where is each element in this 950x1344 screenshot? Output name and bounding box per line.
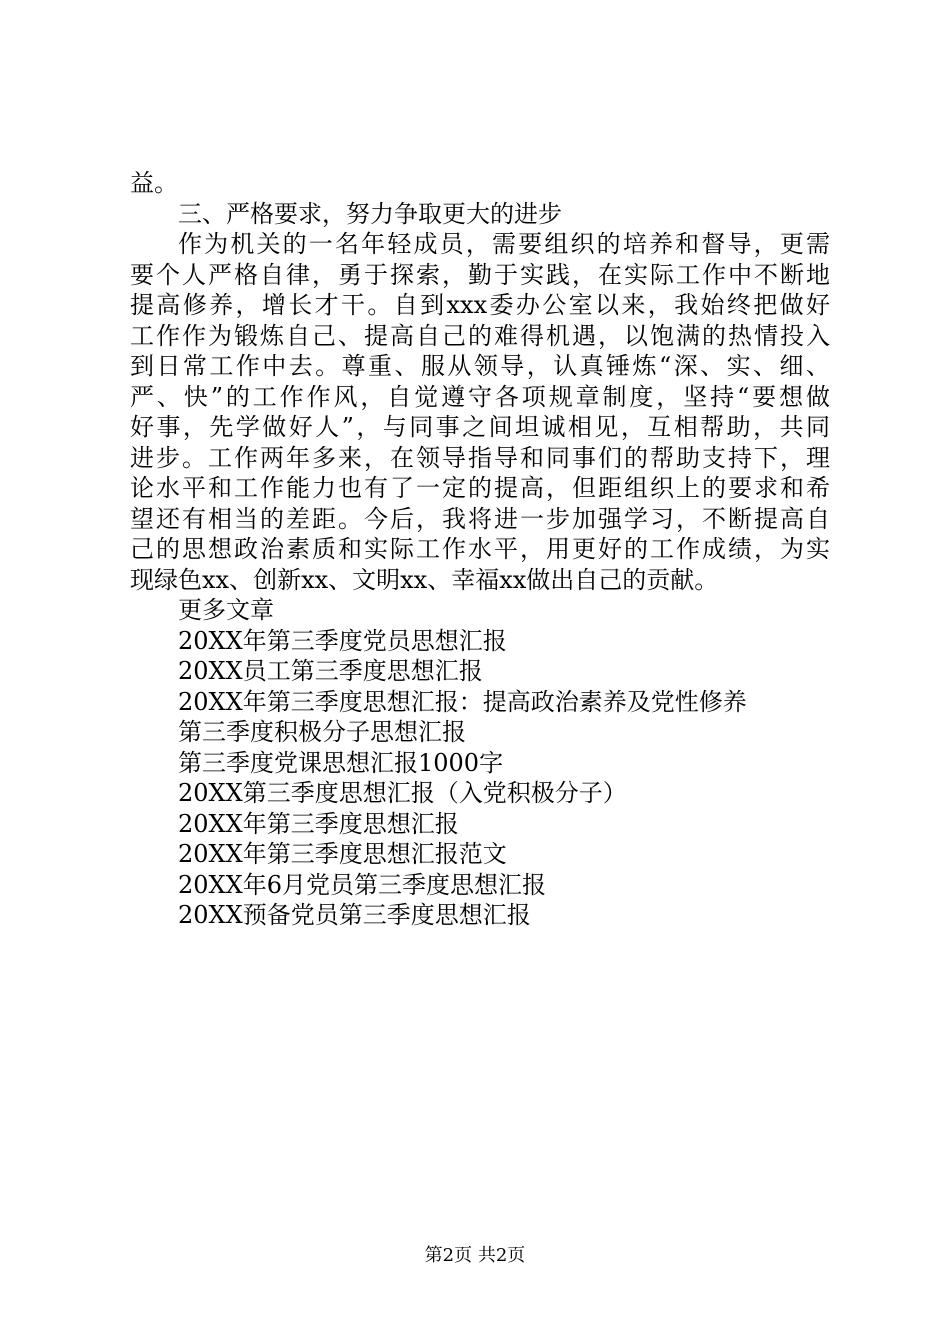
more-article-link[interactable]: 20XX年第三季度思想汇报 [178, 809, 459, 838]
paragraph-line: 三、严格要求，努力争取更大的进步 [178, 199, 562, 228]
paragraph-line: 己的思想政治素质和实际工作水平，用更好的工作成绩，为实 [130, 535, 830, 563]
paragraph-line: 望还有相当的差距。今后，我将进一步加强学习，不断提高自 [130, 504, 830, 533]
paragraph-line: 进步。工作两年多来，在领导指导和同事们的帮助支持下，理 [130, 443, 830, 472]
paragraph-line: 益。 [130, 169, 178, 197]
more-article-link[interactable]: 20XX预备党员第三季度思想汇报 [178, 901, 531, 929]
more-article-link[interactable]: 20XX年第三季度党员思想汇报 [178, 626, 507, 655]
more-article-link[interactable]: 20XX第三季度思想汇报（入党积极分子） [178, 779, 627, 807]
document-body [130, 168, 830, 931]
more-article-link[interactable]: 20XX年第三季度思想汇报：提高政治素养及党性修养 [178, 687, 747, 716]
paragraph-line: 提高修养，增长才干。自到xxx委办公室以来，我始终把做好 [130, 291, 830, 319]
more-articles-list [130, 626, 830, 931]
paragraph-line: 作为机关的一名年轻成员，需要组织的培养和督导，更需 [178, 230, 830, 258]
more-article-link[interactable]: 20XX年第三季度思想汇报范文 [178, 840, 507, 868]
more-article-link[interactable]: 20XX年6月党员第三季度思想汇报 [178, 870, 546, 899]
page-footer: 第2页 共2页 [424, 1245, 526, 1266]
paragraph-line: 论水平和工作能力也有了一定的提高，但距组织上的要求和希 [130, 474, 830, 502]
more-article-link[interactable]: 第三季度积极分子思想汇报 [178, 718, 466, 746]
paragraph-line: 要个人严格自律，勇于探索，勤于实践，在实际工作中不断地 [130, 260, 830, 289]
paragraph-line: 好事，先学做好人”，与同事之间坦诚相见，互相帮助，共同 [130, 413, 830, 441]
more-article-link[interactable]: 20XX员工第三季度思想汇报 [178, 657, 483, 685]
paragraph-line: 到日常工作中去。尊重、服从领导，认真锤炼“深、实、细、 [130, 352, 830, 380]
paragraph-line: 现绿色xx、创新xx、文明xx、幸福xx做出自己的贡献。 [130, 565, 719, 594]
more-article-link[interactable]: 第三季度党课思想汇报1000字 [178, 748, 504, 777]
paragraph-line: 严、快”的工作作风，自觉遵守各项规章制度，坚持“要想做 [130, 382, 830, 411]
body-text [130, 168, 830, 595]
more-articles-heading: 更多文章 [178, 596, 274, 624]
paragraph-line: 工作作为锻炼自己、提高自己的难得机遇，以饱满的热情投入 [130, 321, 830, 350]
